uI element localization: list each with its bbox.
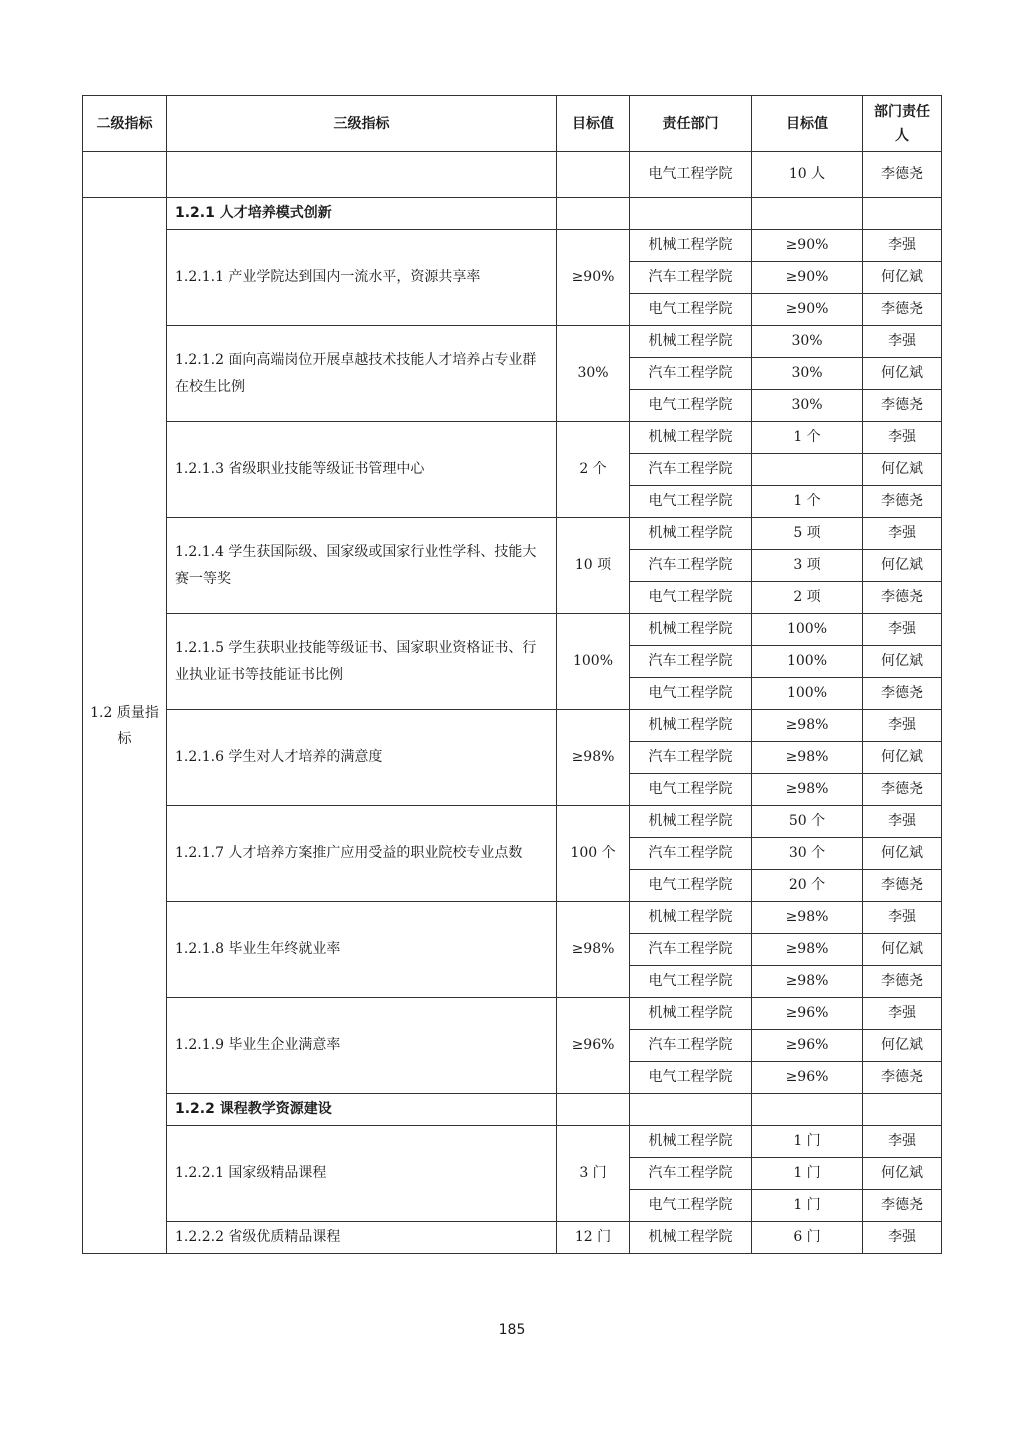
owner-cell: 何亿斌 bbox=[863, 454, 942, 486]
dept-cell: 汽车工程学院 bbox=[630, 838, 752, 870]
dept-target-cell: 5 项 bbox=[752, 518, 863, 550]
table-row bbox=[83, 518, 942, 550]
dept-target-cell bbox=[752, 454, 863, 486]
dept-cell: 汽车工程学院 bbox=[630, 1158, 752, 1190]
owner-cell: 李强 bbox=[863, 1222, 942, 1254]
table-row bbox=[83, 326, 942, 358]
owner-cell: 李强 bbox=[863, 614, 942, 646]
table-row bbox=[83, 902, 942, 934]
dept-target-cell: ≥98% bbox=[752, 934, 863, 966]
owner-cell: 何亿斌 bbox=[863, 1030, 942, 1062]
level3-indicator: 1.2.1.5 学生获职业技能等级证书、国家职业资格证书、行业执业证书等技能证书比例 bbox=[167, 614, 557, 710]
empty-cell bbox=[752, 198, 863, 230]
dept-target-cell: 100% bbox=[752, 646, 863, 678]
dept-target-cell: ≥98% bbox=[752, 710, 863, 742]
dept-cell: 汽车工程学院 bbox=[630, 646, 752, 678]
dept-cell: 电气工程学院 bbox=[630, 390, 752, 422]
header-dept: 责任部门 bbox=[630, 96, 752, 152]
dept-target-cell: ≥96% bbox=[752, 998, 863, 1030]
dept-cell: 电气工程学院 bbox=[630, 966, 752, 998]
header-level2: 二级指标 bbox=[83, 96, 167, 152]
dept-cell: 汽车工程学院 bbox=[630, 742, 752, 774]
owner-cell: 何亿斌 bbox=[863, 742, 942, 774]
empty-cell bbox=[630, 1094, 752, 1126]
dept-target-cell: 1 门 bbox=[752, 1158, 863, 1190]
owner-cell: 何亿斌 bbox=[863, 550, 942, 582]
dept-cell: 电气工程学院 bbox=[630, 870, 752, 902]
dept-target-cell: ≥98% bbox=[752, 774, 863, 806]
dept-target-cell: ≥90% bbox=[752, 294, 863, 326]
header-row bbox=[83, 96, 942, 152]
target-cell: 30% bbox=[557, 326, 630, 422]
owner-cell: 李德尧 bbox=[863, 1062, 942, 1094]
dept-cell: 机械工程学院 bbox=[630, 806, 752, 838]
target-cell: 100 个 bbox=[557, 806, 630, 902]
level3-indicator: 1.2.1.4 学生获国际级、国家级或国家行业性学科、技能大赛一等奖 bbox=[167, 518, 557, 614]
owner-cell: 李强 bbox=[863, 230, 942, 262]
dept-target-cell: 10 人 bbox=[752, 152, 863, 198]
owner-cell: 何亿斌 bbox=[863, 1158, 942, 1190]
dept-cell: 汽车工程学院 bbox=[630, 454, 752, 486]
table-row bbox=[83, 710, 942, 742]
dept-cell: 电气工程学院 bbox=[630, 486, 752, 518]
empty-cell bbox=[863, 198, 942, 230]
target-cell: 10 项 bbox=[557, 518, 630, 614]
dept-cell: 机械工程学院 bbox=[630, 1222, 752, 1254]
target-cell: ≥90% bbox=[557, 230, 630, 326]
dept-cell: 电气工程学院 bbox=[630, 774, 752, 806]
empty-cell bbox=[557, 1094, 630, 1126]
continued-row bbox=[83, 152, 942, 198]
dept-cell: 电气工程学院 bbox=[630, 1062, 752, 1094]
dept-cell: 汽车工程学院 bbox=[630, 934, 752, 966]
owner-cell: 李德尧 bbox=[863, 390, 942, 422]
owner-cell: 李德尧 bbox=[863, 870, 942, 902]
dept-target-cell: 30% bbox=[752, 326, 863, 358]
dept-target-cell: ≥96% bbox=[752, 1030, 863, 1062]
section-row bbox=[83, 198, 942, 230]
level3-indicator: 1.2.2.2 省级优质精品课程 bbox=[167, 1222, 557, 1254]
target-cell: 12 门 bbox=[557, 1222, 630, 1254]
empty-cell bbox=[752, 1094, 863, 1126]
dept-target-cell: 30% bbox=[752, 358, 863, 390]
owner-cell: 李强 bbox=[863, 902, 942, 934]
dept-cell: 机械工程学院 bbox=[630, 1126, 752, 1158]
dept-target-cell: 2 项 bbox=[752, 582, 863, 614]
header-level3: 三级指标 bbox=[167, 96, 557, 152]
empty-cell bbox=[557, 152, 630, 198]
target-cell: 3 门 bbox=[557, 1126, 630, 1222]
dept-target-cell: 20 个 bbox=[752, 870, 863, 902]
level3-indicator: 1.2.1.2 面向高端岗位开展卓越技术技能人才培养占专业群在校生比例 bbox=[167, 326, 557, 422]
owner-cell: 李德尧 bbox=[863, 486, 942, 518]
dept-cell: 电气工程学院 bbox=[630, 678, 752, 710]
dept-cell: 机械工程学院 bbox=[630, 326, 752, 358]
dept-target-cell: ≥90% bbox=[752, 262, 863, 294]
table-row bbox=[83, 422, 942, 454]
owner-cell: 李强 bbox=[863, 1126, 942, 1158]
dept-cell: 电气工程学院 bbox=[630, 152, 752, 198]
dept-target-cell: 6 门 bbox=[752, 1222, 863, 1254]
level3-indicator: 1.2.1.6 学生对人才培养的满意度 bbox=[167, 710, 557, 806]
owner-cell: 何亿斌 bbox=[863, 262, 942, 294]
owner-cell: 李强 bbox=[863, 518, 942, 550]
dept-target-cell: ≥96% bbox=[752, 1062, 863, 1094]
header-owner: 部门责任人 bbox=[863, 96, 942, 152]
owner-cell: 何亿斌 bbox=[863, 838, 942, 870]
target-cell: 100% bbox=[557, 614, 630, 710]
dept-cell: 汽车工程学院 bbox=[630, 1030, 752, 1062]
level3-indicator: 1.2.1.7 人才培养方案推广应用受益的职业院校专业点数 bbox=[167, 806, 557, 902]
level3-indicator: 1.2.1.8 毕业生年终就业率 bbox=[167, 902, 557, 998]
dept-cell: 汽车工程学院 bbox=[630, 358, 752, 390]
empty-cell bbox=[83, 152, 167, 198]
level3-indicator: 1.2.1.9 毕业生企业满意率 bbox=[167, 998, 557, 1094]
dept-cell: 机械工程学院 bbox=[630, 518, 752, 550]
dept-cell: 机械工程学院 bbox=[630, 230, 752, 262]
owner-cell: 李德尧 bbox=[863, 582, 942, 614]
dept-target-cell: 30% bbox=[752, 390, 863, 422]
dept-cell: 机械工程学院 bbox=[630, 998, 752, 1030]
dept-cell: 机械工程学院 bbox=[630, 710, 752, 742]
level3-indicator: 1.2.1.3 省级职业技能等级证书管理中心 bbox=[167, 422, 557, 518]
indicator-table bbox=[82, 95, 942, 1254]
owner-cell: 何亿斌 bbox=[863, 934, 942, 966]
table-row bbox=[83, 230, 942, 262]
empty-cell bbox=[630, 198, 752, 230]
dept-target-cell: 1 门 bbox=[752, 1190, 863, 1222]
dept-target-cell: ≥98% bbox=[752, 966, 863, 998]
target-cell: ≥98% bbox=[557, 710, 630, 806]
dept-target-cell: ≥98% bbox=[752, 742, 863, 774]
owner-cell: 李德尧 bbox=[863, 294, 942, 326]
dept-cell: 汽车工程学院 bbox=[630, 550, 752, 582]
table-row bbox=[83, 998, 942, 1030]
table-row bbox=[83, 806, 942, 838]
page-number: 185 bbox=[498, 1322, 526, 1338]
owner-cell: 李德尧 bbox=[863, 152, 942, 198]
owner-cell: 何亿斌 bbox=[863, 646, 942, 678]
dept-cell: 汽车工程学院 bbox=[630, 262, 752, 294]
header-target: 目标值 bbox=[557, 96, 630, 152]
owner-cell: 李强 bbox=[863, 806, 942, 838]
table-row bbox=[83, 1126, 942, 1158]
dept-target-cell: 1 个 bbox=[752, 422, 863, 454]
section-title: 1.2.2 课程教学资源建设 bbox=[167, 1094, 557, 1126]
section-title: 1.2.1 人才培养模式创新 bbox=[167, 198, 557, 230]
dept-cell: 机械工程学院 bbox=[630, 422, 752, 454]
dept-target-cell: 50 个 bbox=[752, 806, 863, 838]
owner-cell: 李强 bbox=[863, 422, 942, 454]
dept-target-cell: 100% bbox=[752, 678, 863, 710]
owner-cell: 李强 bbox=[863, 326, 942, 358]
owner-cell: 李德尧 bbox=[863, 678, 942, 710]
owner-cell: 李强 bbox=[863, 998, 942, 1030]
dept-target-cell: 1 门 bbox=[752, 1126, 863, 1158]
target-cell: ≥98% bbox=[557, 902, 630, 998]
section-row bbox=[83, 1094, 942, 1126]
table-row bbox=[83, 1222, 942, 1254]
dept-cell: 电气工程学院 bbox=[630, 1190, 752, 1222]
dept-cell: 机械工程学院 bbox=[630, 614, 752, 646]
target-cell: 2 个 bbox=[557, 422, 630, 518]
level2-cell: 1.2 质量指标 bbox=[83, 198, 167, 1254]
dept-target-cell: 3 项 bbox=[752, 550, 863, 582]
owner-cell: 何亿斌 bbox=[863, 358, 942, 390]
owner-cell: 李强 bbox=[863, 710, 942, 742]
owner-cell: 李德尧 bbox=[863, 966, 942, 998]
owner-cell: 李德尧 bbox=[863, 1190, 942, 1222]
dept-cell: 电气工程学院 bbox=[630, 582, 752, 614]
empty-cell bbox=[863, 1094, 942, 1126]
table-row bbox=[83, 614, 942, 646]
target-cell: ≥96% bbox=[557, 998, 630, 1094]
dept-target-cell: 100% bbox=[752, 614, 863, 646]
dept-target-cell: 1 个 bbox=[752, 486, 863, 518]
level3-indicator: 1.2.2.1 国家级精品课程 bbox=[167, 1126, 557, 1222]
dept-cell: 机械工程学院 bbox=[630, 902, 752, 934]
header-dept-target: 目标值 bbox=[752, 96, 863, 152]
empty-cell bbox=[167, 152, 557, 198]
dept-target-cell: ≥90% bbox=[752, 230, 863, 262]
empty-cell bbox=[557, 198, 630, 230]
owner-cell: 李德尧 bbox=[863, 774, 942, 806]
dept-cell: 电气工程学院 bbox=[630, 294, 752, 326]
level3-indicator: 1.2.1.1 产业学院达到国内一流水平，资源共享率 bbox=[167, 230, 557, 326]
dept-target-cell: ≥98% bbox=[752, 902, 863, 934]
dept-target-cell: 30 个 bbox=[752, 838, 863, 870]
